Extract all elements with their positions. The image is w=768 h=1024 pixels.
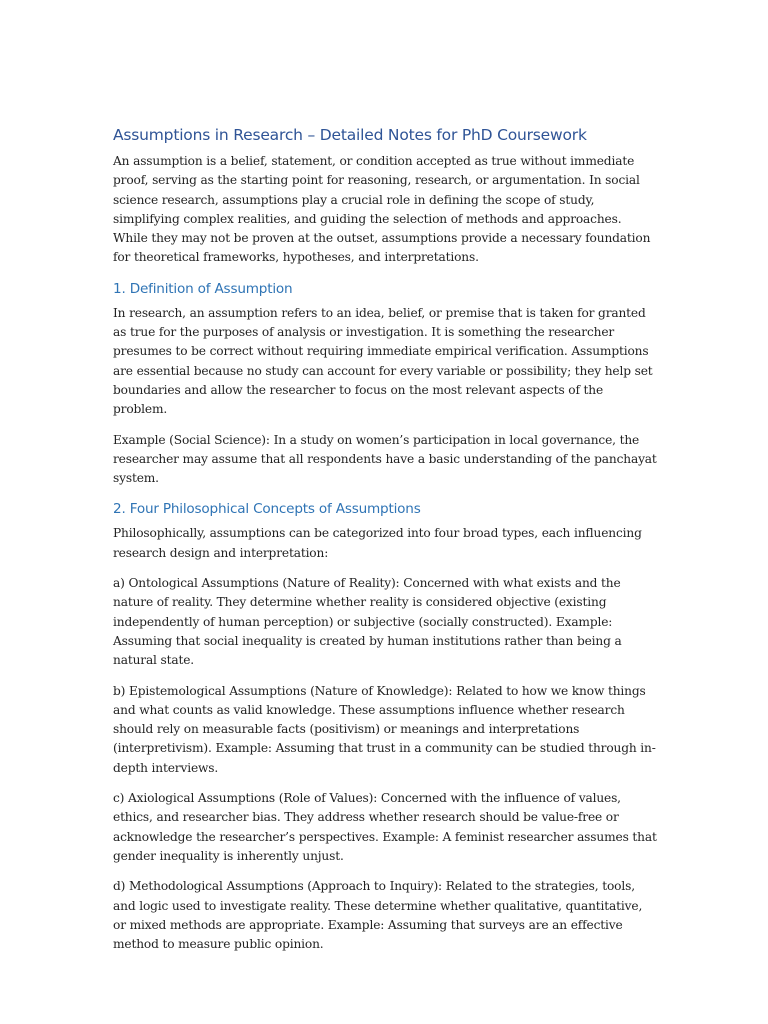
section-2-heading: 2. Four Philosophical Concepts of Assumptions	[113, 501, 421, 518]
section-2-intro: Philosophically, assumptions can be categorized into four broad types, each influencing research design and interpretation:	[113, 526, 642, 560]
section-1-heading: 1. Definition of Assumption	[113, 280, 293, 297]
section-1-paragraph: In research, an assumption refers to an idea, belief, or premise that is taken for granted as true for the purposes of analysis or investigation. It is something the researcher presumes to be correct without requiring immediate empirical verification. Assumptions are essential because no study can account for every variable or possibility; they help set boundaries and allow the researcher to focus on the most relevant aspects of the problem.	[113, 305, 653, 417]
ontological-assumptions-item: a) Ontological Assumptions (Nature of Reality): Concerned with what exists and the nature of reality. They determine whether reality is considered objective (existing independently of human perception) or subjective (socially constructed). Example: Assuming that social inequality is created by human institutions rather than being a natural state.	[113, 576, 622, 668]
intro-paragraph: An assumption is a belief, statement, or condition accepted as true without immediate proof, serving as the starting point for reasoning, research, or argumentation. In social science research, assumptions play a crucial role in defining the scope of study, simplifying complex realities, and guiding the selection of methods and approaches. While they may not be proven at the outset, assumptions provide a necessary foundation for theoretical frameworks, hypotheses, and interpretations.	[113, 154, 651, 265]
axiological-assumptions-item: c) Axiological Assumptions (Role of Values): Concerned with the influence of values, ethics, and researcher bias. They address whether research should be value-free or acknowledge the researcher’s perspectives. Example: A feminist researcher assumes that gender inequality is inherently unjust.	[113, 791, 657, 863]
document-title: Assumptions in Research – Detailed Notes for PhD Coursework	[113, 126, 587, 144]
document-page	[113, 124, 658, 965]
epistemological-assumptions-item: b) Epistemological Assumptions (Nature of Knowledge): Related to how we know things and what counts as valid knowledge. These assumptions influence whether research should rely on measurable facts (positivism) or meanings and interpretations (interpretivism). Example: Assuming that trust in a community can be studied through in-depth interviews.	[113, 683, 656, 775]
methodological-assumptions-item: d) Methodological Assumptions (Approach to Inquiry): Related to the strategies, tools, and logic used to investigate reality. These determine whether qualitative, quantitative, or mixed methods are appropriate. Example: Assuming that surveys are an effective method to measure public opinion.	[113, 879, 643, 952]
section-1-example: Example (Social Science): In a study on women’s participation in local governance, the researcher may assume that all respondents have a basic understanding of the panchayat system.	[113, 432, 657, 486]
